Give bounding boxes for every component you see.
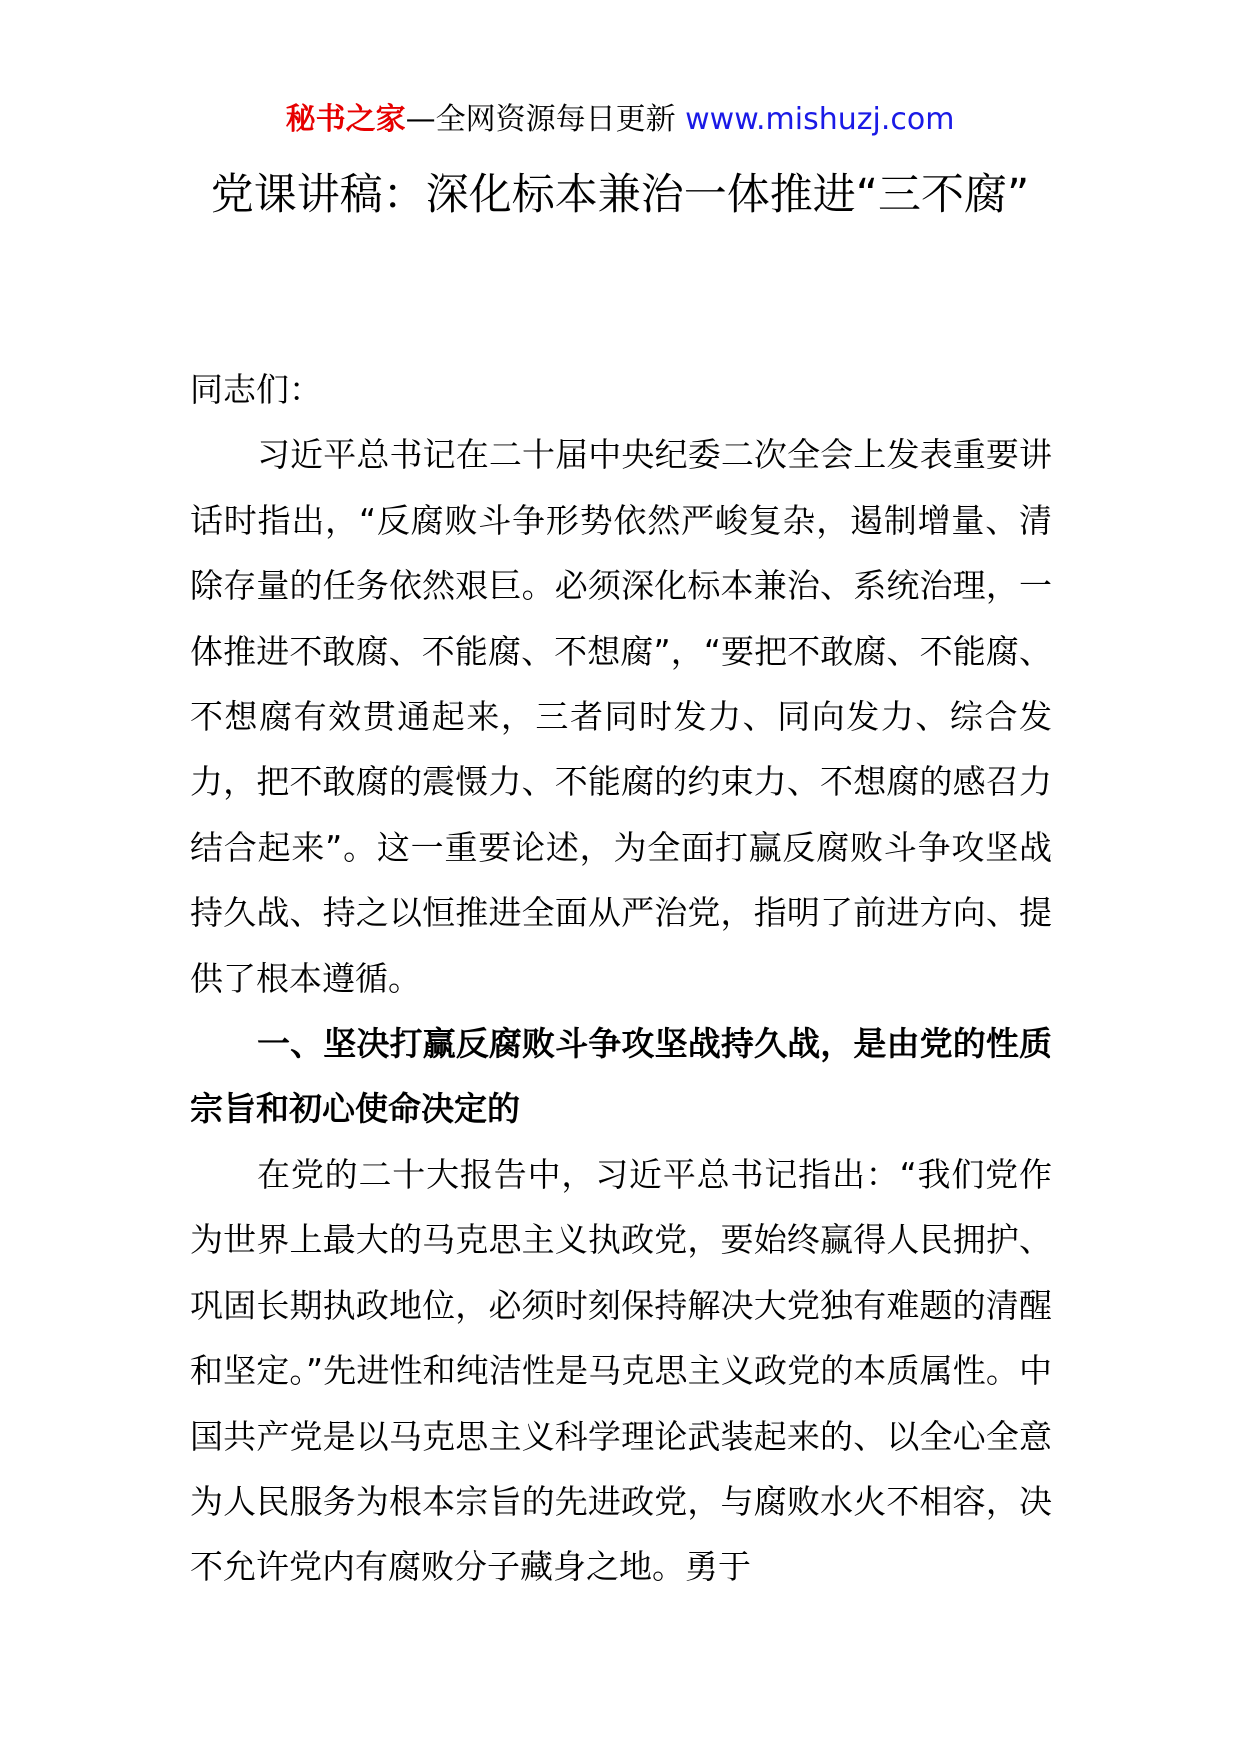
site-brand: 秘书之家	[285, 102, 406, 137]
site-tagline: —全网资源每日更新	[405, 102, 686, 137]
site-url-link[interactable]: www.mishuzj.com	[685, 102, 955, 137]
site-header	[0, 100, 1240, 140]
section-paragraph: 在党的二十大报告中，习近平总书记指出：“我们党作为世界上最大的马克思主义执政党，要始终赢得人民拥护、巩固长期执政地位，必须时刻保持解决大党独有难题的清醒和坚定。”先进性和纯洁性是马克思主义政党的本质属性。中国共产党是以马克思主义科学理论武装起来的、以全心全意为人民服务为根本宗旨的先进政党，与腐败水火不相容，决不允许党内有腐败分子藏身之地。勇于	[190, 1154, 1052, 1587]
paragraph-intro: 习近平总书记在二十届中央纪委二次全会上发表重要讲话时指出，“反腐败斗争形势依然严峻复杂，遏制增量、清除存量的任务依然艰巨。必须深化标本兼治、系统治理，一体推进不敢腐、不能腐、不想腐”，“要把不敢腐、不能腐、不想腐有效贯通起来，三者同时发力、同向发力、综合发力，把不敢腐的震慑力、不能腐的约束力、不想腐的感召力结合起来”。这一重要论述，为全面打赢反腐败斗争攻坚战持久战、持之以恒推进全面从严治党，指明了前进方向、提供了根本遵循。	[190, 435, 1052, 998]
salutation: 同志们：	[190, 370, 322, 409]
section-heading: 一、坚决打赢反腐败斗争攻坚战持久战，是由党的性质宗旨和初心使命决定的	[190, 1024, 1052, 1129]
document-title: 党课讲稿：深化标本兼治一体推进“三不腐”	[210, 170, 1030, 220]
document-body	[190, 357, 1052, 1600]
